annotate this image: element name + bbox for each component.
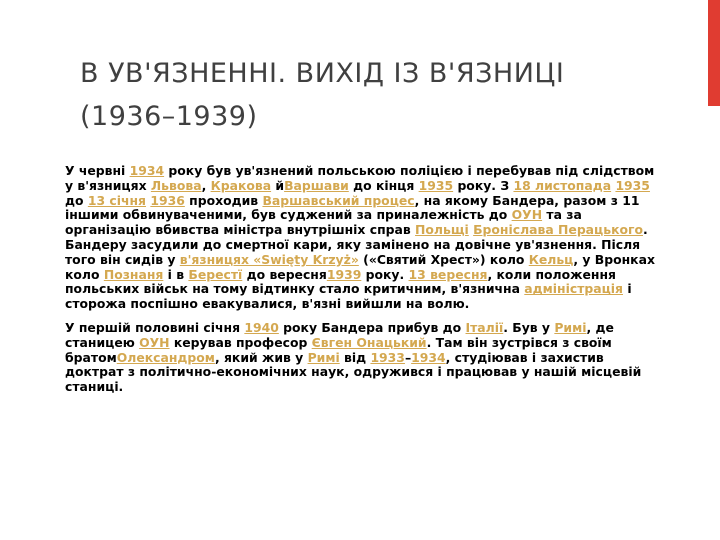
body-link[interactable]: 1939 (326, 266, 362, 282)
body-link[interactable]: ОУН (139, 334, 170, 350)
body-text: («Святий Хрест») коло (358, 251, 529, 267)
body-link[interactable]: 1935 (418, 177, 454, 193)
body-paragraph (65, 164, 655, 312)
body-text: , де станицею (65, 319, 614, 350)
body-link[interactable]: в'язницях «Swięty Krzyż» (179, 251, 359, 267)
body-link[interactable]: Броніслава Перацького (473, 222, 643, 238)
body-text: . Бандеру засудили до смертної кари, яку замінено на довічне ув'язнення. Після того він сидів у (65, 222, 648, 267)
body-paragraph (65, 321, 655, 395)
body-link[interactable]: Олександром (116, 349, 215, 365)
body-text: до (65, 192, 88, 208)
body-link[interactable]: 1935 (615, 177, 650, 193)
body-link[interactable]: 13 вересня (408, 266, 488, 282)
body-text: – (404, 349, 412, 365)
body-text: . Там він зустрівся з своїм братом (65, 334, 612, 365)
body-link[interactable]: Познаня (103, 266, 164, 282)
body-text: , коли положення польських військ на тому відтинку стало критичним, в'язнична (65, 266, 616, 297)
body-link[interactable]: 1940 (244, 319, 279, 335)
body-text: року був ув'язнений польською поліцією і перебував під слідством у в'язницях (65, 163, 655, 193)
body-link[interactable]: Варшави (284, 177, 349, 193)
body-text: року. З (453, 177, 514, 193)
body-text: керував професор (169, 334, 312, 350)
body-text: проходив (184, 192, 263, 208)
body-link[interactable]: 1934 (411, 349, 446, 365)
body-link[interactable]: ОУН (511, 207, 543, 223)
body-text: , студіював і захистив доктрат з політично-економічних наук, одружився і працював у нашій місцевій станиці. (65, 349, 642, 395)
body-link[interactable]: 1933 (370, 349, 405, 365)
body-text: року Бандера прибув до (278, 319, 466, 335)
body-link[interactable]: 18 листопада (513, 177, 612, 193)
body-link[interactable]: Берестї (188, 266, 243, 282)
body-text: та за організацію вбивства міністра внутрішніх справ (65, 207, 582, 238)
body-link[interactable]: Кракова (210, 177, 272, 193)
body-link[interactable]: Італії (465, 319, 504, 335)
body-text: від (339, 349, 371, 365)
body-link[interactable]: Кельц (528, 251, 574, 267)
body-link[interactable]: Євген Онацький (311, 334, 427, 350)
body-link[interactable]: Римі (307, 349, 340, 365)
body-text: , (201, 177, 211, 193)
body-link[interactable]: 13 січня (87, 192, 147, 208)
body-text: і в (163, 266, 189, 282)
body-text: року. (361, 266, 409, 282)
body-text: й (271, 177, 285, 193)
body-text: до кінця (348, 177, 419, 193)
slide-title-line-2: (1936–1939) (80, 101, 258, 132)
body-link[interactable]: 1936 (150, 192, 185, 208)
body-text: і сторожа поспішно евакувалися, в'язні вийшли на волю. (65, 281, 632, 312)
body-text: , який жив у (214, 349, 308, 365)
body-text: , на якому Бандера, разом з 11 іншими обвинуваченими, був суджений за приналежність до (65, 192, 640, 223)
body-text: У першій половині січня (65, 319, 245, 335)
body-link[interactable]: Римі (554, 319, 587, 335)
body-link[interactable]: адміністрація (524, 281, 623, 297)
accent-bar (708, 0, 720, 106)
body-text: до вересня (242, 266, 327, 282)
body-link[interactable]: Львова (150, 177, 202, 193)
slide-title (80, 52, 695, 138)
body-text: У червні (65, 163, 130, 178)
slide-title-line-1: В УВ'ЯЗНЕННІ. ВИХІД ІЗ В'ЯЗНИЦІ (80, 58, 565, 89)
slide-body (65, 164, 655, 404)
body-text: , у Вронках коло (65, 251, 655, 282)
body-link[interactable]: Варшавський процес (262, 192, 415, 208)
body-link[interactable]: 1934 (129, 163, 165, 178)
body-link[interactable]: Польщі (415, 222, 469, 238)
body-text: . Був у (503, 319, 555, 335)
